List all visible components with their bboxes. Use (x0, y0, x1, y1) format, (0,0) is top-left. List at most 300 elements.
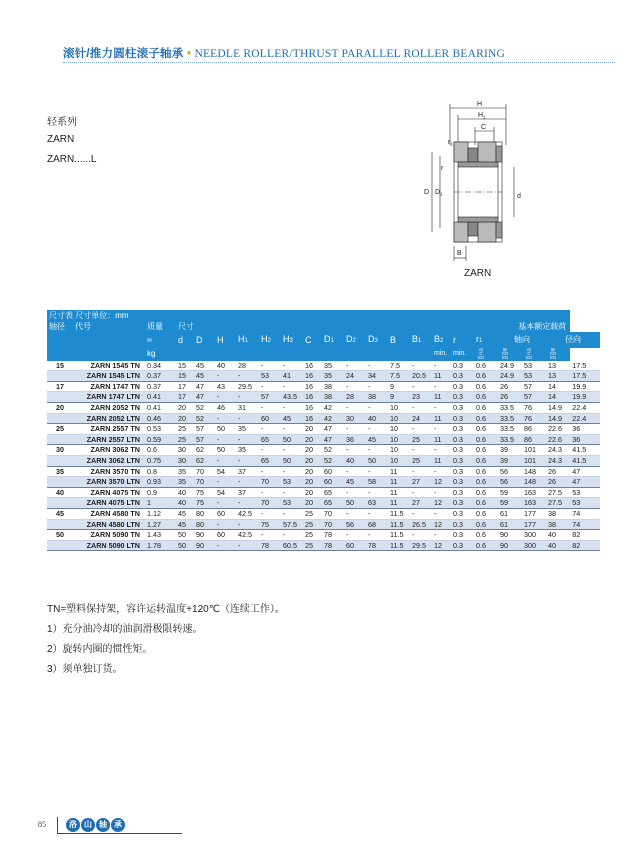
cell-value: - (259, 530, 281, 541)
table-row (47, 508, 600, 519)
cell-value: 47 (322, 424, 344, 435)
cell-value: 36 (570, 424, 600, 435)
cell-value: 65 (322, 487, 344, 498)
cell-model: ZARN 3570 LTN (73, 477, 145, 488)
cell-value: 53 (281, 477, 303, 488)
cell-value: 300 (522, 540, 546, 551)
label-b: B (457, 250, 462, 257)
cell-value: 15 (176, 371, 194, 382)
col-shaft: 轴径 (47, 321, 73, 332)
label-h: H (477, 101, 483, 108)
cell-value: 40 (366, 413, 388, 424)
cell-value: - (410, 402, 432, 413)
cell-value: 10 (388, 424, 410, 435)
cell-value: 57 (522, 381, 546, 392)
cell-value: 56 (498, 466, 522, 477)
cell-value: - (432, 424, 451, 435)
cell-value: - (281, 361, 303, 371)
cell-value: 0.34 (145, 361, 176, 371)
col-mass: 质量 (145, 321, 176, 332)
cell-value: 0.6 (474, 381, 498, 392)
cell-value: 12 (432, 477, 451, 488)
cell-value: 0.3 (451, 424, 474, 435)
cell-value: 0.3 (451, 434, 474, 445)
cell-value: 52 (194, 413, 215, 424)
cell-value: 47 (570, 477, 600, 488)
cell-value: 13 (546, 361, 570, 371)
cell-model: ZARN 3062 TN (73, 445, 145, 456)
cell-value: 86 (522, 424, 546, 435)
cell-value: - (215, 519, 236, 530)
cell-value: 61 (498, 519, 522, 530)
cell-value: 52 (322, 455, 344, 466)
cell-value: - (281, 530, 303, 541)
cell-value: 1.78 (145, 540, 176, 551)
cell-value: 0.3 (451, 392, 474, 403)
cell-value: - (281, 487, 303, 498)
cell-value: 45 (176, 508, 194, 519)
cell-value: 7.5 (388, 361, 410, 371)
cell-value: - (281, 402, 303, 413)
cell-value: - (215, 413, 236, 424)
cell-value: 0.6 (474, 508, 498, 519)
cell-value: 60 (322, 477, 344, 488)
cell-value: 75 (259, 519, 281, 530)
label-d1: $D_1$ (435, 189, 443, 197)
cell-value: 10 (388, 413, 410, 424)
cell-value: 11 (432, 392, 451, 403)
cell-value: 59 (498, 498, 522, 509)
cell-value: 45 (194, 371, 215, 382)
cell-value: 65 (322, 498, 344, 509)
cell-value: 1.43 (145, 530, 176, 541)
cell-value: 0.3 (451, 361, 474, 371)
cell-value: 60 (322, 466, 344, 477)
col-D: D (194, 332, 215, 348)
col-H3: H3 (281, 332, 303, 348)
cell-value: - (215, 498, 236, 509)
cell-value: 0.53 (145, 424, 176, 435)
cell-value: - (366, 466, 388, 477)
cell-value: 0.93 (145, 477, 176, 488)
cell-model: ZARN 5090 LTN (73, 540, 145, 551)
cell-shaft: 25 (47, 424, 73, 435)
table-body (47, 361, 600, 551)
cell-shaft (47, 498, 73, 509)
cell-value: 0.46 (145, 413, 176, 424)
cell-value: 12 (432, 540, 451, 551)
series-light-label: 轻系列 (47, 117, 77, 128)
cell-value: - (344, 466, 366, 477)
cell-value: 27.5 (546, 487, 570, 498)
cell-value: 0.3 (451, 487, 474, 498)
cell-value: 22.6 (546, 424, 570, 435)
cell-value: 53 (570, 498, 600, 509)
cell-value: 0.3 (451, 466, 474, 477)
col-axial: 轴向 (498, 332, 546, 348)
cell-value: 16 (303, 371, 322, 382)
cell-value: 50 (366, 455, 388, 466)
cell-value: 16 (303, 361, 322, 371)
col-B2: B2 (432, 332, 451, 348)
cell-value: 56 (344, 519, 366, 530)
cell-value: 7.5 (388, 371, 410, 382)
cell-value: 0.41 (145, 392, 176, 403)
label-c: C (481, 124, 487, 131)
cell-value: 45 (281, 413, 303, 424)
cell-shaft: 50 (47, 530, 73, 541)
cell-value: - (344, 424, 366, 435)
table-row (47, 519, 600, 530)
page-number: 85 (38, 820, 46, 829)
cell-value: 0.6 (474, 445, 498, 456)
cell-value: - (410, 445, 432, 456)
cell-value: 29.5 (410, 540, 432, 551)
cell-value: - (344, 530, 366, 541)
cell-value: 30 (344, 413, 366, 424)
cell-value: 45 (344, 477, 366, 488)
cell-value: 47 (194, 392, 215, 403)
cell-value: 20 (303, 498, 322, 509)
cell-value: 61 (498, 508, 522, 519)
unit-radial-static: 静 C0 kN (550, 348, 556, 361)
cell-value: 50 (215, 424, 236, 435)
cell-value: 24.9 (498, 371, 522, 382)
bearing-section-diagram (410, 100, 540, 265)
cell-value: - (236, 392, 259, 403)
cell-value: - (344, 508, 366, 519)
cell-shaft (47, 477, 73, 488)
cell-shaft: 40 (47, 487, 73, 498)
cell-value: 16 (303, 402, 322, 413)
cell-value: 57.5 (281, 519, 303, 530)
cell-value: 300 (522, 530, 546, 541)
unit-radial-dyn: 动 C kN (526, 348, 532, 361)
cell-value: 23 (410, 392, 432, 403)
cell-value: 76 (522, 413, 546, 424)
cell-value: 0.3 (451, 530, 474, 541)
cell-value: 13 (546, 371, 570, 382)
table-row (47, 455, 600, 466)
cell-value: 0.6 (474, 424, 498, 435)
cell-value: 0.6 (474, 455, 498, 466)
series-name-zarn: ZARN (47, 134, 75, 145)
cell-value: - (236, 371, 259, 382)
cell-value: 0.3 (451, 477, 474, 488)
cell-value: 60.5 (281, 540, 303, 551)
cell-shaft: 45 (47, 508, 73, 519)
cell-value: 65 (259, 434, 281, 445)
cell-value: 53 (259, 371, 281, 382)
cell-shaft (47, 455, 73, 466)
cell-value: 54 (215, 466, 236, 477)
cell-value: 70 (194, 466, 215, 477)
cell-value: 50 (344, 498, 366, 509)
logo-char: 山 (81, 818, 95, 832)
cell-value: 25 (176, 434, 194, 445)
logo-char: 承 (111, 818, 125, 832)
cell-value: 101 (522, 445, 546, 456)
col-C: C (303, 332, 322, 348)
cell-value: 62 (194, 455, 215, 466)
logo-char: 洛 (66, 818, 80, 832)
col-H1: H1 (236, 332, 259, 348)
cell-value: 19.9 (570, 392, 600, 403)
cell-value: - (432, 508, 451, 519)
cell-value: 40 (546, 540, 570, 551)
cell-value: 90 (194, 530, 215, 541)
cell-value: 30 (176, 445, 194, 456)
cell-value: - (432, 402, 451, 413)
cell-value: 31 (236, 402, 259, 413)
cell-shaft: 15 (47, 361, 73, 371)
cell-value: 0.6 (474, 402, 498, 413)
cell-value: 25 (176, 424, 194, 435)
cell-value: 35 (176, 466, 194, 477)
cell-value: 1.27 (145, 519, 176, 530)
col-radial: 径向 (546, 332, 600, 348)
cell-value: 12 (432, 519, 451, 530)
cell-value: - (344, 402, 366, 413)
cell-value: 20 (303, 455, 322, 466)
cell-value: 52 (194, 402, 215, 413)
cell-value: - (259, 487, 281, 498)
note-2: 2）旋转内圈的惯性矩。 (47, 644, 153, 655)
table-row (47, 434, 600, 445)
cell-value: 0.3 (451, 445, 474, 456)
table-row (47, 445, 600, 456)
cell-model: ZARN 4580 TN (73, 508, 145, 519)
col-r: r (451, 332, 474, 348)
cell-value: 38 (546, 508, 570, 519)
cell-value: - (366, 508, 388, 519)
cell-value: 11 (432, 413, 451, 424)
cell-value: 62 (194, 445, 215, 456)
table-row (47, 361, 600, 371)
cell-model: ZARN 2052 TN (73, 402, 145, 413)
cell-value: 22.4 (570, 402, 600, 413)
cell-value: 43.5 (281, 392, 303, 403)
cell-value: 50 (176, 530, 194, 541)
cell-value: - (215, 455, 236, 466)
cell-model: ZARN 5090 TN (73, 530, 145, 541)
cell-value: 0.6 (474, 413, 498, 424)
cell-value: 22.6 (546, 434, 570, 445)
cell-value: 82 (570, 540, 600, 551)
col-H: H (215, 332, 236, 348)
cell-value: 78 (322, 530, 344, 541)
cell-value: 20 (303, 466, 322, 477)
table-row (47, 477, 600, 488)
cell-value: - (366, 445, 388, 456)
cell-value: 11 (388, 466, 410, 477)
cell-value: 14 (546, 381, 570, 392)
cell-value: - (259, 466, 281, 477)
cell-value: - (215, 540, 236, 551)
cell-value: 70 (322, 519, 344, 530)
cell-value: 41.5 (570, 445, 600, 456)
cell-value: 28 (236, 361, 259, 371)
cell-value: 20.5 (410, 371, 432, 382)
cell-value: 46 (215, 402, 236, 413)
footer-divider (57, 817, 58, 833)
cell-value: 53 (522, 371, 546, 382)
cell-shaft: 17 (47, 381, 73, 392)
cell-value: 0.3 (451, 498, 474, 509)
cell-value: 11 (432, 371, 451, 382)
cell-value: 30 (176, 455, 194, 466)
cell-value: 82 (570, 530, 600, 541)
cell-value: 70 (194, 477, 215, 488)
cell-value: - (366, 487, 388, 498)
cell-value: 14 (546, 392, 570, 403)
cell-value: - (236, 455, 259, 466)
cell-value: 9 (388, 381, 410, 392)
cell-value: 26 (498, 381, 522, 392)
cell-value: - (236, 434, 259, 445)
cell-value: 57 (194, 424, 215, 435)
cell-value: 0.6 (474, 530, 498, 541)
cell-value: - (215, 392, 236, 403)
cell-value: 16 (303, 392, 322, 403)
unit-axial-static: 静 C0 kN (502, 348, 508, 361)
cell-value: 0.41 (145, 402, 176, 413)
cell-value: 42.5 (236, 508, 259, 519)
cell-value: 0.6 (474, 519, 498, 530)
cell-value: 9 (388, 392, 410, 403)
cell-model: ZARN 1545 TN (73, 361, 145, 371)
cell-value: 34 (366, 371, 388, 382)
cell-value: 177 (522, 508, 546, 519)
cell-value: 60 (259, 413, 281, 424)
cell-value: 163 (522, 498, 546, 509)
cell-value: 90 (498, 540, 522, 551)
cell-value: - (432, 466, 451, 477)
cell-value: - (281, 424, 303, 435)
cell-value: 60 (215, 508, 236, 519)
table-header (47, 310, 600, 361)
cell-value: - (432, 445, 451, 456)
cell-value: 25 (303, 508, 322, 519)
cell-value: 33.5 (498, 413, 522, 424)
title-cn: 滚针/推力圆柱滚子轴承 (63, 48, 184, 60)
cell-value: - (281, 466, 303, 477)
cell-model: ZARN 4075 TN (73, 487, 145, 498)
cell-shaft (47, 392, 73, 403)
cell-value: 42.5 (236, 530, 259, 541)
cell-value: 47 (570, 466, 600, 477)
cell-value: 36 (570, 434, 600, 445)
cell-value: 78 (322, 540, 344, 551)
cell-value: 58 (366, 477, 388, 488)
cell-value: - (281, 508, 303, 519)
cell-value: 78 (259, 540, 281, 551)
cell-value: 0.3 (451, 540, 474, 551)
cell-value: 56 (498, 477, 522, 488)
cell-value: 24.3 (546, 445, 570, 456)
cell-value: 11 (388, 487, 410, 498)
cell-value: 74 (570, 508, 600, 519)
cell-shaft: 20 (47, 402, 73, 413)
cell-value: - (432, 487, 451, 498)
cell-value: 0.3 (451, 519, 474, 530)
cell-value: - (366, 381, 388, 392)
cell-value: 0.6 (474, 371, 498, 382)
cell-value: 35 (176, 477, 194, 488)
cell-value: 28 (344, 392, 366, 403)
cell-value: 38 (366, 392, 388, 403)
table-row (47, 402, 600, 413)
cell-value: 50 (281, 455, 303, 466)
cell-value: 0.6 (474, 392, 498, 403)
cell-value: 38 (322, 381, 344, 392)
cell-value: - (432, 361, 451, 371)
cell-value: 57 (522, 392, 546, 403)
cell-value: 20 (303, 434, 322, 445)
cell-value: 53 (281, 498, 303, 509)
cell-value: 40 (215, 361, 236, 371)
cell-model: ZARN 3570 TN (73, 466, 145, 477)
cell-value: 16 (303, 381, 322, 392)
cell-value: 24.9 (498, 361, 522, 371)
note-1: 1）充分油冷却的油润滑极限转速。 (47, 624, 203, 635)
cell-model: ZARN 2052 LTN (73, 413, 145, 424)
cell-value: 11.5 (388, 540, 410, 551)
cell-value: 75 (194, 498, 215, 509)
cell-value: - (366, 424, 388, 435)
cell-value: 17.5 (570, 371, 600, 382)
cell-value: 25 (303, 519, 322, 530)
cell-value: 20 (176, 413, 194, 424)
cell-value: 148 (522, 466, 546, 477)
cell-value: 29.5 (236, 381, 259, 392)
footer-rule (57, 833, 182, 834)
cell-value: 59 (498, 487, 522, 498)
cell-value: 45 (176, 519, 194, 530)
cell-value: - (366, 361, 388, 371)
cell-value: 19.9 (570, 381, 600, 392)
col-model: 代号 (73, 321, 145, 332)
cell-value: - (236, 519, 259, 530)
cell-value: 68 (366, 519, 388, 530)
cell-value: - (366, 530, 388, 541)
cell-value: 38 (546, 519, 570, 530)
cell-value: 101 (522, 455, 546, 466)
cell-value: 39 (498, 455, 522, 466)
note-tn: TN=塑料保持架，容许运转温度+120℃（连续工作）。 (47, 604, 285, 615)
col-r1-min: min. (451, 348, 474, 361)
cell-value: 0.3 (451, 455, 474, 466)
cell-value: 14.9 (546, 413, 570, 424)
cell-value: - (236, 498, 259, 509)
cell-value: 0.9 (145, 487, 176, 498)
table-row (47, 466, 600, 477)
cell-value: 15 (176, 361, 194, 371)
logo-char: 轴 (96, 818, 110, 832)
cell-value: 80 (194, 519, 215, 530)
title-divider (63, 62, 615, 63)
cell-value: 0.75 (145, 455, 176, 466)
cell-model: ZARN 1545 LTN (73, 371, 145, 382)
cell-value: - (410, 424, 432, 435)
table-row (47, 392, 600, 403)
cell-shaft (47, 519, 73, 530)
cell-value: 0.3 (451, 402, 474, 413)
cell-value: 86 (522, 434, 546, 445)
cell-value: - (432, 381, 451, 392)
cell-value: 20 (303, 487, 322, 498)
cell-value: 33.5 (498, 424, 522, 435)
